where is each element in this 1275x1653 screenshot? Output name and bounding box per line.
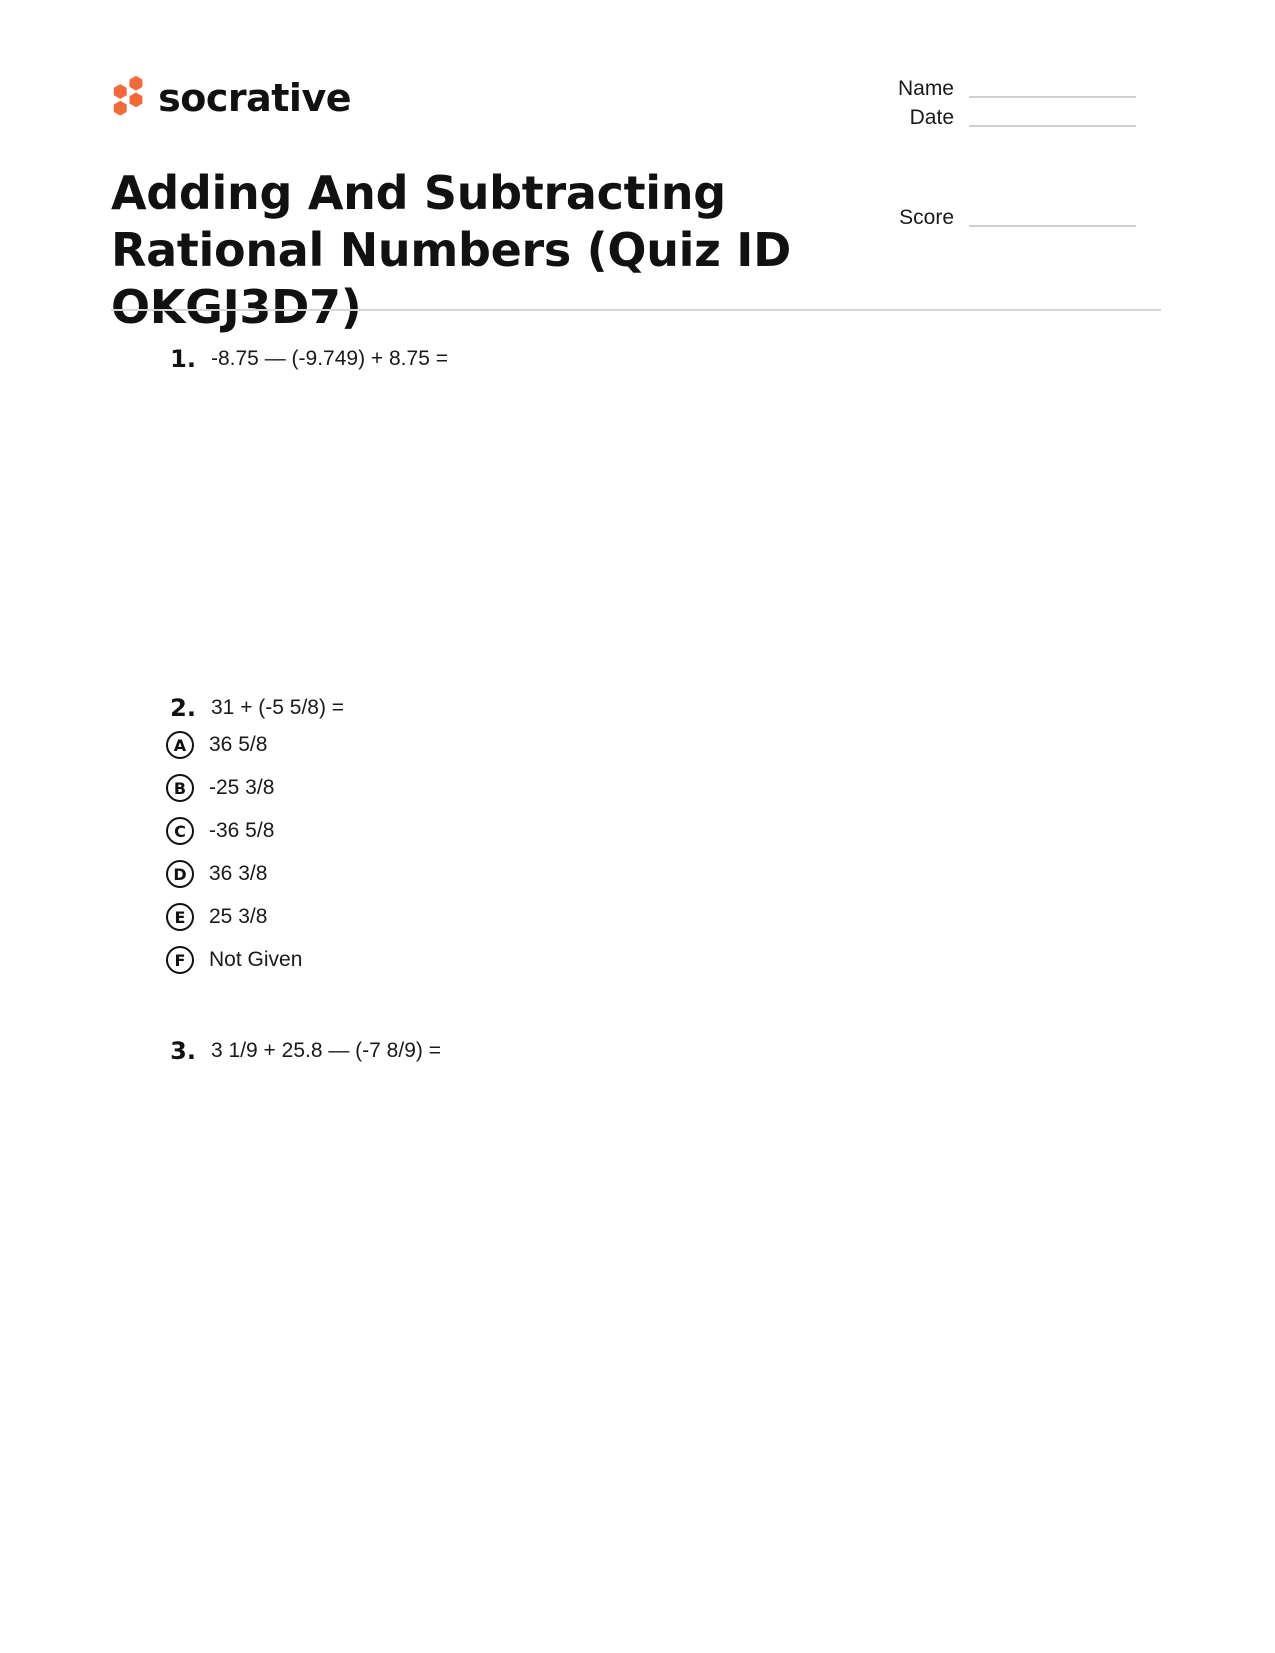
- name-label: Name: [897, 77, 954, 100]
- question-1: [150, 345, 448, 373]
- answer-bubble-b[interactable]: B: [166, 774, 194, 802]
- option-text: -36 5/8: [209, 819, 275, 842]
- answer-bubble-c[interactable]: C: [166, 817, 194, 845]
- hexagon-cluster-icon: [111, 73, 146, 123]
- name-field[interactable]: [868, 78, 1136, 99]
- option-text: -25 3/8: [209, 776, 275, 799]
- option-c[interactable]: [166, 814, 274, 848]
- header-divider: [111, 309, 1161, 311]
- question-number: 3.: [170, 1037, 196, 1065]
- answer-bubble-a[interactable]: A: [166, 731, 194, 759]
- name-line[interactable]: [969, 95, 1136, 98]
- date-field[interactable]: [868, 107, 1136, 128]
- question-number: 1.: [170, 345, 196, 373]
- date-label: Date: [909, 106, 954, 129]
- option-text: 36 5/8: [209, 733, 268, 756]
- answer-bubble-d[interactable]: D: [166, 860, 194, 888]
- option-d[interactable]: [166, 857, 267, 891]
- question-2: [150, 694, 344, 722]
- option-text: 25 3/8: [209, 905, 268, 928]
- score-line[interactable]: [969, 224, 1136, 227]
- logo-wordmark: socrative: [158, 76, 351, 120]
- option-f[interactable]: [166, 943, 302, 977]
- page-title: Adding And Subtracting Rational Numbers (Quiz ID OKGJ3D7): [111, 166, 792, 334]
- question-number: 2.: [170, 694, 196, 722]
- option-b[interactable]: [166, 771, 274, 805]
- score-label: Score: [899, 206, 954, 229]
- option-text: 36 3/8: [209, 862, 268, 885]
- question-3: [150, 1037, 441, 1065]
- answer-bubble-e[interactable]: E: [166, 903, 194, 931]
- answer-bubble-f[interactable]: F: [166, 946, 194, 974]
- option-a[interactable]: [166, 728, 267, 762]
- socrative-logo: [111, 72, 351, 124]
- option-text: Not Given: [209, 948, 303, 971]
- question-text: 31 + (-5 5/8) =: [211, 696, 345, 719]
- question-text: -8.75 — (-9.749) + 8.75 =: [211, 347, 448, 370]
- date-line[interactable]: [969, 124, 1136, 127]
- option-e[interactable]: [166, 900, 267, 934]
- question-text: 3 1/9 + 25.8 — (-7 8/9) =: [211, 1039, 441, 1062]
